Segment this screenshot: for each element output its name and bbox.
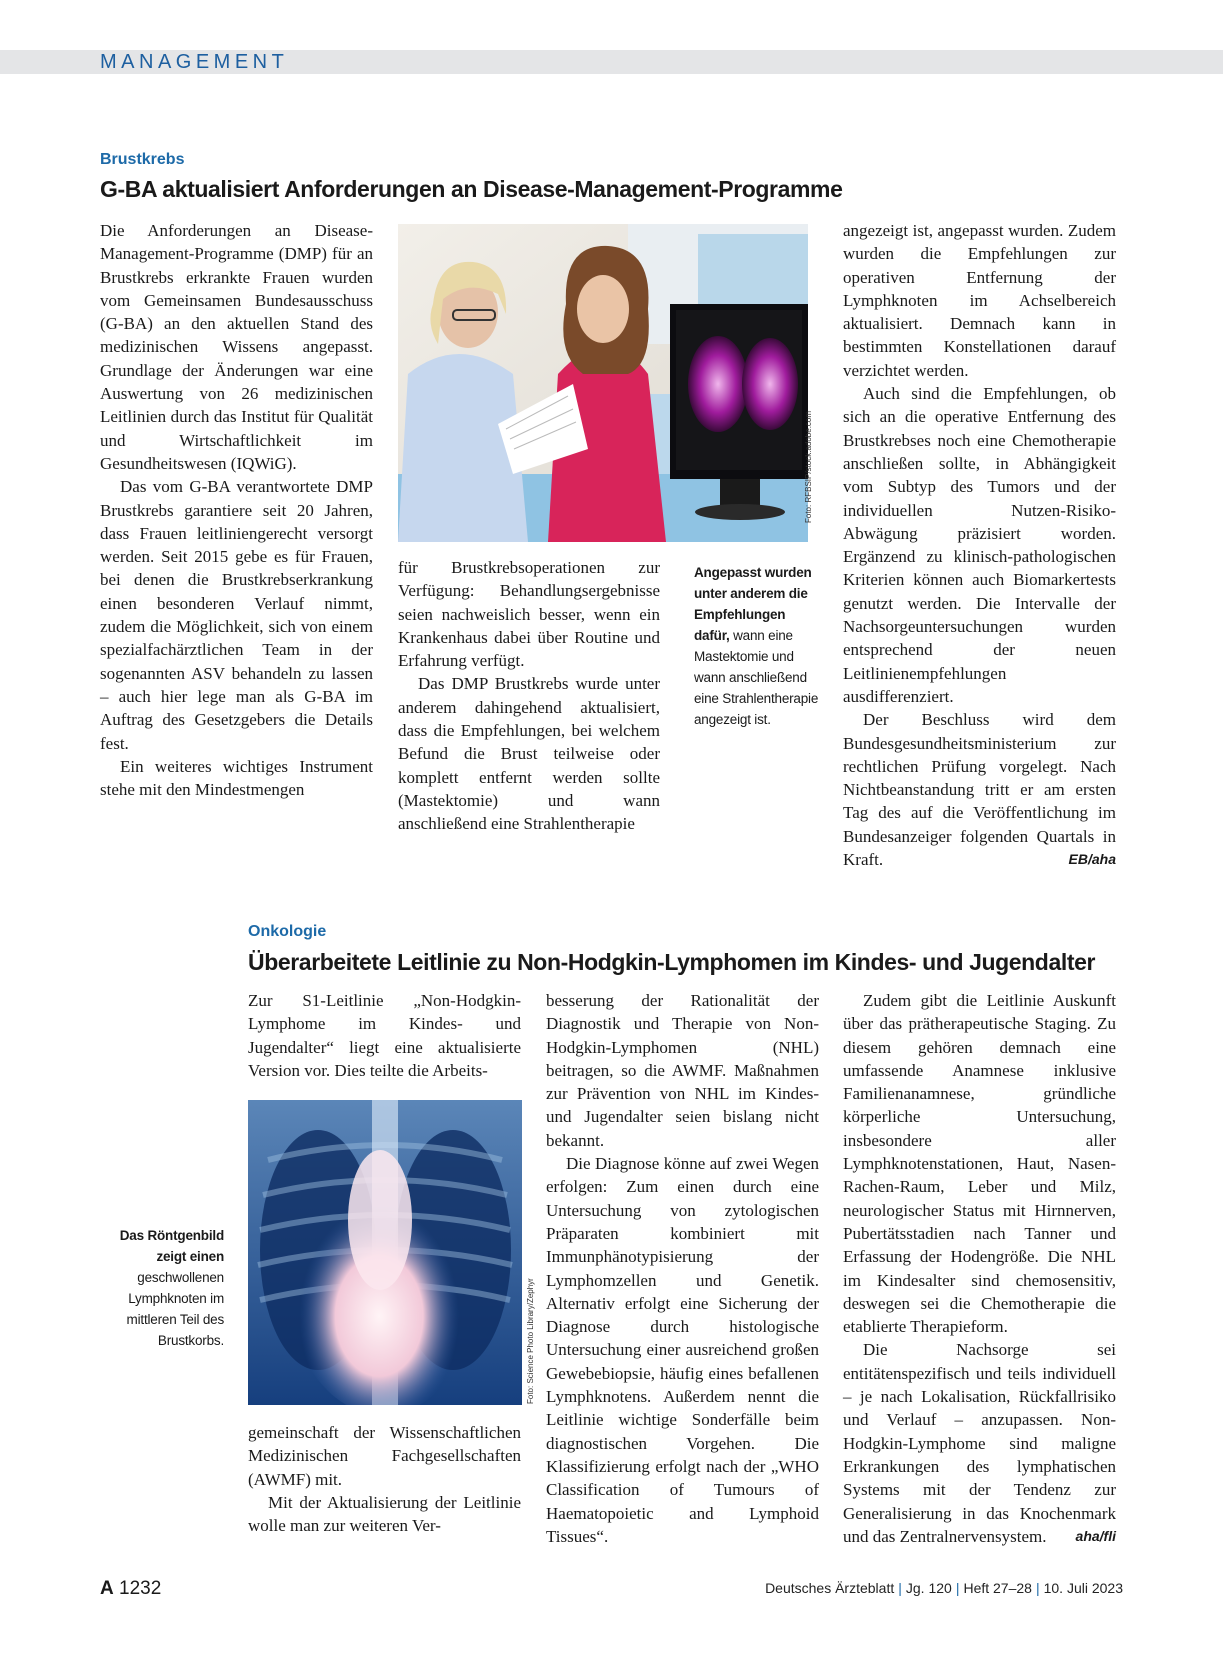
article2-column-3: [843, 989, 1116, 1548]
article2-kicker: Onkologie: [248, 923, 327, 940]
author-signature: aha/fli: [1075, 1527, 1116, 1544]
author-signature: EB/aha: [1068, 851, 1116, 868]
paragraph: Zudem gibt die Leitlinie Auskunft über das prätherapeutische Staging. Zu diesem gehören demnach eine umfassende Anamnese inklusive Familienanamnese, gründliche körperliche Untersuchung, insbesondere aller Lymphknotenstationen, Haut, Nasen-Rachen-Raum, Leber und Milz, neurologischer Status mit Hirnnerven, Pubertätsstadien nach Tanner und Erfassung der Hodengröße. Die NHL im Kindesalter sind chemosensitiv, deswegen sei die Chemotherapie die etablierte Therapieform.: [843, 991, 1116, 1337]
paragraph: Die Diagnose könne auf zwei Wegen erfolgen: Zum einen durch eine Untersuchung von zytologischen Präparaten kombiniert mit Immunphänotypisierung der Lymphomzellen und Genetik. Alternativ erfolgt eine Sicherung der Diagnose durch histologische Untersuchung einer ausreichend großen Gewebebiopsie, häufig eines befallenen Lymphknotens. Außerdem nennt die Leitlinie wichtige Sonderfälle beim diagnostischen Vorgehen. Die Klassifizierung erfolgt nach der „WHO Classification of Tumours of Haematopoietic and Lymphoid Tissues“.: [546, 1154, 819, 1546]
article1-column-1: [100, 219, 373, 801]
article2-column-1-top: [248, 989, 521, 1082]
caption-lead: Angepasst wurden unter anderem die Empfehlungen dafür,: [694, 565, 812, 643]
journal-issue: Heft 27–28: [963, 1580, 1032, 1596]
paragraph-text: Der Beschluss wird dem Bundesgesundheitsministerium zur rechtlichen Prüfung vorgelegt. Nach Nichtbeanstandung tritt er am ersten Tag des auf die Veröffentlichung im Bundesanzeiger folgenden Quartals in Kraft.: [843, 710, 1116, 870]
paragraph: Mit der Aktualisierung der Leitlinie wolle man zur weiteren Ver-: [248, 1492, 521, 1536]
chest-xray-photo: [248, 1100, 522, 1405]
paragraph: Ein weiteres wichtiges Instrument stehe mit den Mindestmengen: [100, 756, 373, 800]
folio-number: 1232: [119, 1578, 162, 1599]
caption-text: geschwollenen Lymphknoten im mittleren Teil des Brustkorbs.: [126, 1270, 224, 1348]
article2-column-2: [546, 989, 819, 1548]
paragraph: angezeigt ist, angepasst wurden. Zudem wurden die Empfehlungen zur operativen Entfernung der Lymphknoten im Achselbereich aktualisiert. Demnach kann in bestimmten Konstellationen darauf verzichtet werden.: [843, 221, 1116, 380]
paragraph: für Brustkrebsoperationen zur Verfügung: Behandlungsergebnisse seien nachweislich besser, wenn ein Krankenhaus dabei über Routine und Erfahrung verfügt.: [398, 558, 660, 671]
paragraph: Zur S1-Leitlinie „Non-Hodgkin-Lymphome im Kindes- und Jugendalter“ liegt eine aktualisierte Version vor. Dies teilte die Arbeits-: [248, 991, 521, 1080]
paragraph: Die Anforderungen an Disease-Management-Programme (DMP) für an Brustkrebs erkrankte Frauen wurden vom Gemeinsamen Bundesausschuss (G-BA) an den aktuellen Stand des medizinischen Wissens angepasst. Grundlage der Änderungen war eine Auswertung von 26 medizinischen Leitlinien durch das Institut für Qualität und Wirtschaftlichkeit im Gesundheitswesen (IQWiG).: [100, 221, 373, 473]
paragraph: gemeinschaft der Wissenschaftlichen Medizinischen Fachgesellschaften (AWMF) mit.: [248, 1423, 521, 1489]
page-number: [100, 1578, 161, 1600]
article1-photo-caption: [694, 562, 824, 730]
caption-lead: Das Röntgenbild zeigt einen: [119, 1228, 224, 1264]
paragraph: [843, 708, 1116, 871]
article2-column-1-bottom: [248, 1421, 521, 1537]
paragraph: besserung der Rationalität der Diagnostik und Therapie von Non-Hodgkin-Lymphomen (NHL) beitragen, so die AWMF. Maßnahmen zur Prävention von NHL im Kindes- und Jugendalter seien bislang nicht bekannt.: [546, 991, 819, 1150]
article1-kicker: Brustkrebs: [100, 151, 185, 168]
paragraph: Das vom G-BA verantwortete DMP Brustkrebs garantiere seit 20 Jahren, dass Frauen leitliniengerecht versorgt werden. Seit 2015 gebe es für Frauen, bei denen die Brustkrebserkrankung einen besonderen Verlauf nimmt, zudem die Möglichkeit, sich von einem spezialfachärztlichen Team in der sogenannten ASV behandeln zu lassen – auch hier lege man als G-BA im Auftrag des Gesetzgebers die Details fest.: [100, 477, 373, 753]
journal-volume: Jg. 120: [905, 1580, 952, 1596]
journal-footer: Deutsches Ärzteblatt | Jg. 120 | Heft 27–28 | 10. Juli 2023: [765, 1580, 1123, 1596]
paragraph: Auch sind die Empfehlungen, ob sich an die operative Entfernung des Brustkrebses noch eine Chemotherapie anschließen sollte, in Abhängigkeit vom Subtyp des Tumors und der individuellen Nutzen-Risiko-Abwägung präzisiert worden. Ergänzend zu klinisch-pathologischen Kriterien können auch Biomarkertests genutzt werden. Die Intervalle der Nachsorgeuntersuchungen wurden entsprechend der neuen Leitlinienempfehlungen ausdifferenziert.: [843, 384, 1116, 706]
journal-name: Deutsches Ärzteblatt: [765, 1580, 895, 1596]
photo-credit-2: Foto: Science Photo Library/Zephyr: [526, 1278, 535, 1404]
caption-text: wann eine Mastektomie und wann anschließend eine Strahlentherapie angezeigt ist.: [694, 628, 819, 727]
journal-date: 10. Juli 2023: [1043, 1580, 1123, 1596]
paragraph: [843, 1338, 1116, 1548]
paragraph-text: Die Nachsorge sei entitätenspezifisch und teils individuell – je nach Lokalisation, Rückfallrisiko und Verlauf – anzupassen. Non-Hodgkin-Lymphome sind maligne Erkrankungen des lymphatischen Systems mit der Tendenz zur Generalisierung in das Knochenmark und das Zentralnervensystem.: [843, 1340, 1116, 1546]
paragraph: Das DMP Brustkrebs wurde unter anderem dahingehend aktualisiert, dass die Empfehlungen, bei welchem Befund die Brust teilweise oder komplett entfernt werden sollte (Mastektomie) und wann anschließend eine Strahlentherapie: [398, 674, 660, 834]
article2-headline: Überarbeitete Leitlinie zu Non-Hodgkin-Lymphomen im Kindes- und Jugendalter: [248, 949, 1096, 975]
section-rubric: MANAGEMENT: [100, 51, 289, 73]
article1-column-2: [398, 556, 660, 836]
consultation-photo: [398, 224, 808, 542]
article2-photo-caption: [100, 1225, 224, 1351]
article1-column-3: [843, 219, 1116, 871]
photo-credit-1: Foto: RFBSIP/stock.adobe.com: [804, 410, 813, 523]
article1-headline: G-BA aktualisiert Anforderungen an Disease-Management-Programme: [100, 176, 843, 202]
folio-prefix: A: [100, 1578, 114, 1599]
